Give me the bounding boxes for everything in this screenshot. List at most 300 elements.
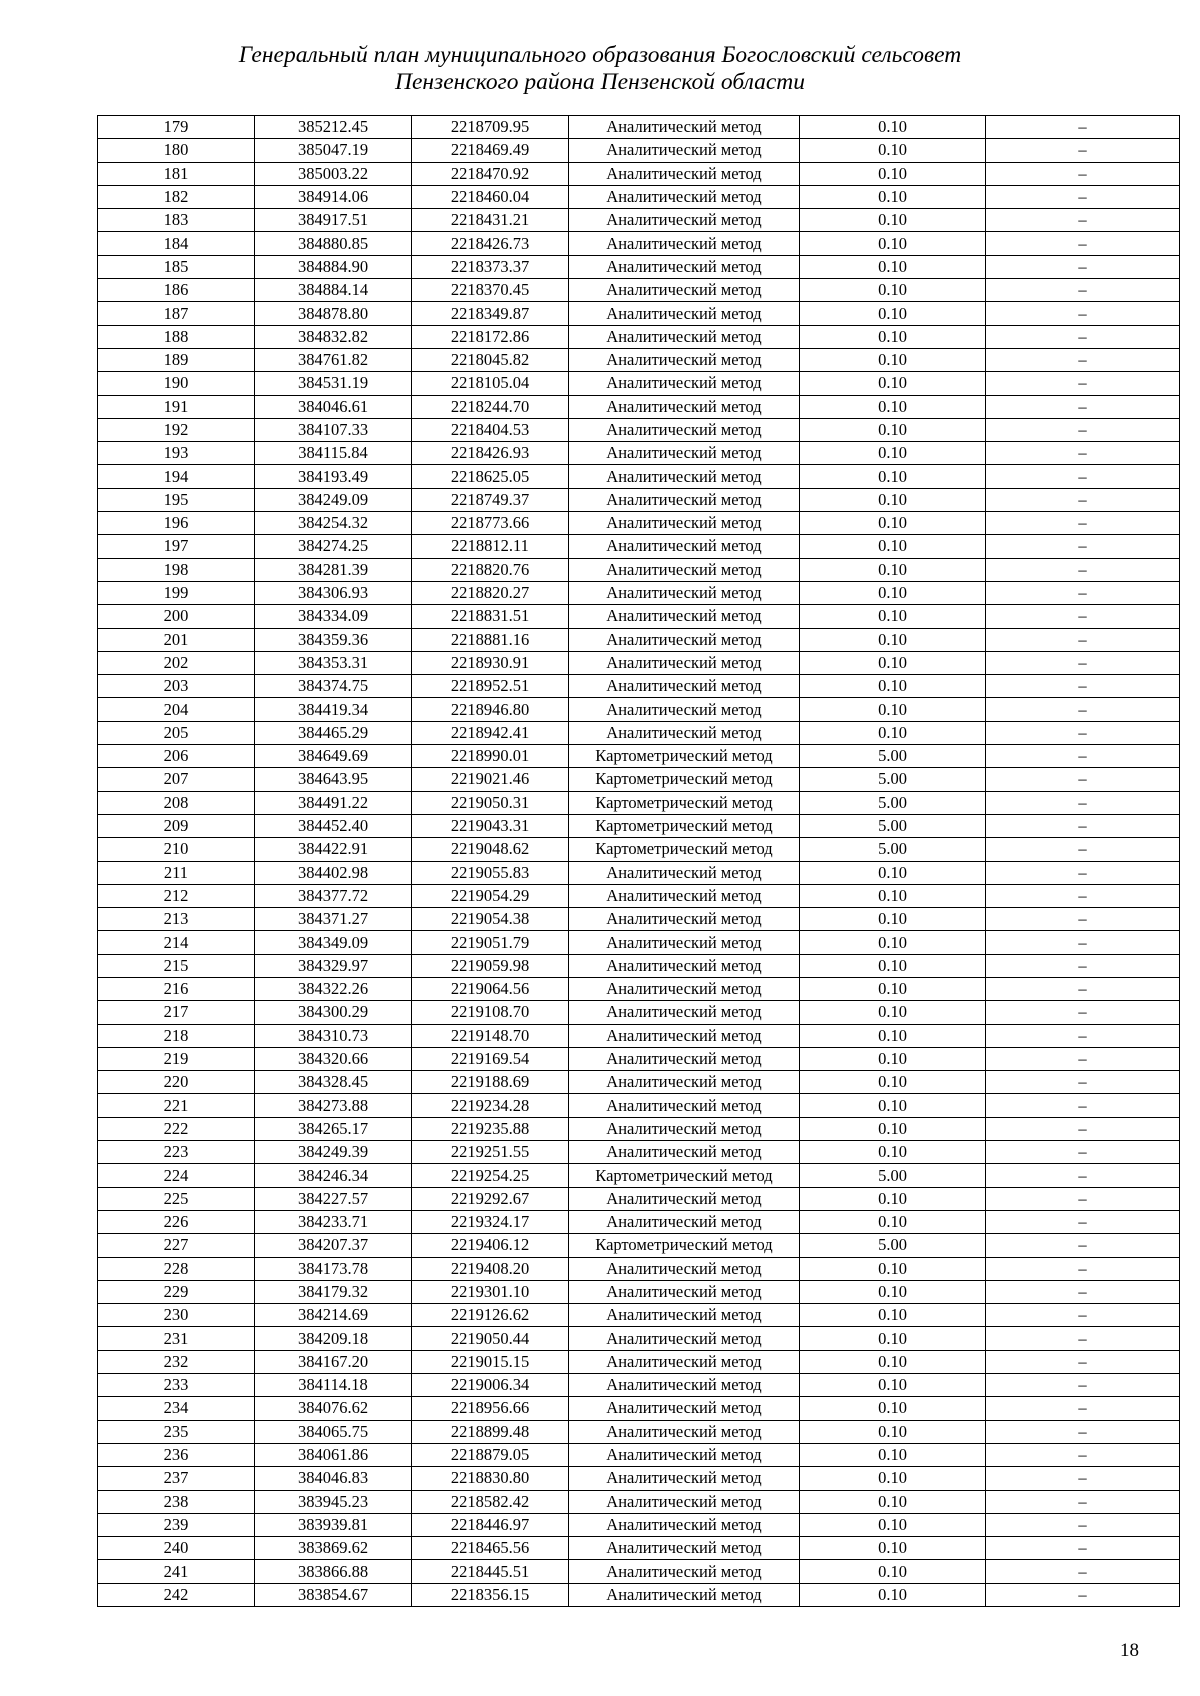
x-coordinate-cell: 384179.32 — [255, 1280, 412, 1303]
accuracy-cell: 0.10 — [800, 488, 986, 511]
table-row — [98, 558, 1180, 581]
point-number-cell: 183 — [98, 209, 255, 232]
description-cell: – — [986, 395, 1180, 418]
accuracy-cell: 0.10 — [800, 558, 986, 581]
description-cell: – — [986, 1420, 1180, 1443]
table-row — [98, 1420, 1180, 1443]
point-number-cell: 242 — [98, 1583, 255, 1606]
point-number-cell: 192 — [98, 418, 255, 441]
table-row — [98, 1234, 1180, 1257]
table-row — [98, 651, 1180, 674]
x-coordinate-cell: 384832.82 — [255, 325, 412, 348]
description-cell: – — [986, 1071, 1180, 1094]
description-cell: – — [986, 1583, 1180, 1606]
coordinates-table — [97, 115, 1180, 1607]
method-cell: Аналитический метод — [569, 581, 800, 604]
accuracy-cell: 0.10 — [800, 954, 986, 977]
point-number-cell: 229 — [98, 1280, 255, 1303]
point-number-cell: 184 — [98, 232, 255, 255]
y-coordinate-cell: 2218820.27 — [412, 581, 569, 604]
y-coordinate-cell: 2218942.41 — [412, 721, 569, 744]
table-row — [98, 581, 1180, 604]
y-coordinate-cell: 2219324.17 — [412, 1210, 569, 1233]
x-coordinate-cell: 384917.51 — [255, 209, 412, 232]
method-cell: Аналитический метод — [569, 884, 800, 907]
description-cell: – — [986, 1094, 1180, 1117]
table-row — [98, 162, 1180, 185]
description-cell: – — [986, 954, 1180, 977]
method-cell: Аналитический метод — [569, 465, 800, 488]
point-number-cell: 202 — [98, 651, 255, 674]
table-row — [98, 908, 1180, 931]
accuracy-cell: 0.10 — [800, 255, 986, 278]
point-number-cell: 204 — [98, 698, 255, 721]
table-row — [98, 675, 1180, 698]
point-number-cell: 185 — [98, 255, 255, 278]
description-cell: – — [986, 977, 1180, 1000]
description-cell: – — [986, 1234, 1180, 1257]
point-number-cell: 181 — [98, 162, 255, 185]
x-coordinate-cell: 384491.22 — [255, 791, 412, 814]
y-coordinate-cell: 2219408.20 — [412, 1257, 569, 1280]
description-cell: – — [986, 512, 1180, 535]
y-coordinate-cell: 2218749.37 — [412, 488, 569, 511]
table-row — [98, 1257, 1180, 1280]
point-number-cell: 200 — [98, 605, 255, 628]
method-cell: Аналитический метод — [569, 954, 800, 977]
point-number-cell: 209 — [98, 814, 255, 837]
description-cell: – — [986, 838, 1180, 861]
point-number-cell: 199 — [98, 581, 255, 604]
table-row — [98, 116, 1180, 139]
table-row — [98, 1141, 1180, 1164]
accuracy-cell: 5.00 — [800, 1164, 986, 1187]
description-cell: – — [986, 814, 1180, 837]
point-number-cell: 227 — [98, 1234, 255, 1257]
table-row — [98, 1443, 1180, 1466]
y-coordinate-cell: 2219006.34 — [412, 1374, 569, 1397]
method-cell: Аналитический метод — [569, 535, 800, 558]
point-number-cell: 221 — [98, 1094, 255, 1117]
method-cell: Аналитический метод — [569, 1210, 800, 1233]
table-row — [98, 302, 1180, 325]
method-cell: Аналитический метод — [569, 1024, 800, 1047]
method-cell: Аналитический метод — [569, 977, 800, 1000]
y-coordinate-cell: 2219043.31 — [412, 814, 569, 837]
point-number-cell: 212 — [98, 884, 255, 907]
table-row — [98, 1164, 1180, 1187]
point-number-cell: 219 — [98, 1047, 255, 1070]
description-cell: – — [986, 768, 1180, 791]
description-cell: – — [986, 1513, 1180, 1536]
description-cell: – — [986, 651, 1180, 674]
point-number-cell: 220 — [98, 1071, 255, 1094]
point-number-cell: 193 — [98, 442, 255, 465]
table-row — [98, 1187, 1180, 1210]
table-row — [98, 535, 1180, 558]
x-coordinate-cell: 384422.91 — [255, 838, 412, 861]
description-cell: – — [986, 442, 1180, 465]
point-number-cell: 182 — [98, 185, 255, 208]
accuracy-cell: 0.10 — [800, 1537, 986, 1560]
method-cell: Аналитический метод — [569, 1071, 800, 1094]
description-cell: – — [986, 558, 1180, 581]
y-coordinate-cell: 2218831.51 — [412, 605, 569, 628]
method-cell: Аналитический метод — [569, 1420, 800, 1443]
description-cell: – — [986, 465, 1180, 488]
table-row — [98, 977, 1180, 1000]
point-number-cell: 187 — [98, 302, 255, 325]
accuracy-cell: 0.10 — [800, 1187, 986, 1210]
point-number-cell: 222 — [98, 1117, 255, 1140]
table-row — [98, 1001, 1180, 1024]
accuracy-cell: 5.00 — [800, 1234, 986, 1257]
accuracy-cell: 0.10 — [800, 162, 986, 185]
method-cell: Аналитический метод — [569, 255, 800, 278]
accuracy-cell: 0.10 — [800, 1513, 986, 1536]
point-number-cell: 217 — [98, 1001, 255, 1024]
point-number-cell: 241 — [98, 1560, 255, 1583]
table-row — [98, 1117, 1180, 1140]
y-coordinate-cell: 2218404.53 — [412, 418, 569, 441]
description-cell: – — [986, 1141, 1180, 1164]
method-cell: Аналитический метод — [569, 628, 800, 651]
y-coordinate-cell: 2218426.73 — [412, 232, 569, 255]
method-cell: Аналитический метод — [569, 232, 800, 255]
accuracy-cell: 0.10 — [800, 1374, 986, 1397]
point-number-cell: 188 — [98, 325, 255, 348]
method-cell: Аналитический метод — [569, 418, 800, 441]
description-cell: – — [986, 1047, 1180, 1070]
method-cell: Аналитический метод — [569, 1513, 800, 1536]
x-coordinate-cell: 384914.06 — [255, 185, 412, 208]
method-cell: Аналитический метод — [569, 605, 800, 628]
description-cell: – — [986, 162, 1180, 185]
x-coordinate-cell: 384643.95 — [255, 768, 412, 791]
x-coordinate-cell: 383866.88 — [255, 1560, 412, 1583]
method-cell: Аналитический метод — [569, 1187, 800, 1210]
table-row — [98, 279, 1180, 302]
x-coordinate-cell: 384046.61 — [255, 395, 412, 418]
y-coordinate-cell: 2218426.93 — [412, 442, 569, 465]
y-coordinate-cell: 2219054.38 — [412, 908, 569, 931]
method-cell: Аналитический метод — [569, 209, 800, 232]
accuracy-cell: 0.10 — [800, 1560, 986, 1583]
method-cell: Аналитический метод — [569, 1047, 800, 1070]
table-row — [98, 1513, 1180, 1536]
point-number-cell: 237 — [98, 1467, 255, 1490]
x-coordinate-cell: 385047.19 — [255, 139, 412, 162]
y-coordinate-cell: 2218370.45 — [412, 279, 569, 302]
description-cell: – — [986, 1164, 1180, 1187]
point-number-cell: 190 — [98, 372, 255, 395]
description-cell: – — [986, 1280, 1180, 1303]
x-coordinate-cell: 384349.09 — [255, 931, 412, 954]
table-row — [98, 768, 1180, 791]
accuracy-cell: 5.00 — [800, 838, 986, 861]
description-cell: – — [986, 1327, 1180, 1350]
table-row — [98, 884, 1180, 907]
method-cell: Аналитический метод — [569, 1327, 800, 1350]
y-coordinate-cell: 2219254.25 — [412, 1164, 569, 1187]
point-number-cell: 238 — [98, 1490, 255, 1513]
method-cell: Аналитический метод — [569, 1374, 800, 1397]
x-coordinate-cell: 384359.36 — [255, 628, 412, 651]
x-coordinate-cell: 384173.78 — [255, 1257, 412, 1280]
description-cell: – — [986, 1117, 1180, 1140]
point-number-cell: 223 — [98, 1141, 255, 1164]
description-cell: – — [986, 908, 1180, 931]
table-row — [98, 931, 1180, 954]
description-cell: – — [986, 325, 1180, 348]
accuracy-cell: 0.10 — [800, 1210, 986, 1233]
accuracy-cell: 0.10 — [800, 1327, 986, 1350]
y-coordinate-cell: 2219126.62 — [412, 1304, 569, 1327]
y-coordinate-cell: 2219055.83 — [412, 861, 569, 884]
method-cell: Картометрический метод — [569, 1164, 800, 1187]
x-coordinate-cell: 384274.25 — [255, 535, 412, 558]
y-coordinate-cell: 2218820.76 — [412, 558, 569, 581]
table-row — [98, 1467, 1180, 1490]
y-coordinate-cell: 2218812.11 — [412, 535, 569, 558]
y-coordinate-cell: 2219050.44 — [412, 1327, 569, 1350]
table-row — [98, 1350, 1180, 1373]
accuracy-cell: 0.10 — [800, 861, 986, 884]
accuracy-cell: 0.10 — [800, 1490, 986, 1513]
x-coordinate-cell: 384371.27 — [255, 908, 412, 931]
y-coordinate-cell: 2218881.16 — [412, 628, 569, 651]
accuracy-cell: 0.10 — [800, 884, 986, 907]
x-coordinate-cell: 385003.22 — [255, 162, 412, 185]
method-cell: Аналитический метод — [569, 698, 800, 721]
method-cell: Аналитический метод — [569, 651, 800, 674]
point-number-cell: 196 — [98, 512, 255, 535]
method-cell: Аналитический метод — [569, 488, 800, 511]
method-cell: Аналитический метод — [569, 1467, 800, 1490]
method-cell: Аналитический метод — [569, 279, 800, 302]
x-coordinate-cell: 384419.34 — [255, 698, 412, 721]
method-cell: Аналитический метод — [569, 1304, 800, 1327]
method-cell: Аналитический метод — [569, 1350, 800, 1373]
x-coordinate-cell: 384878.80 — [255, 302, 412, 325]
description-cell: – — [986, 861, 1180, 884]
x-coordinate-cell: 384465.29 — [255, 721, 412, 744]
point-number-cell: 215 — [98, 954, 255, 977]
method-cell: Аналитический метод — [569, 931, 800, 954]
method-cell: Аналитический метод — [569, 185, 800, 208]
x-coordinate-cell: 384273.88 — [255, 1094, 412, 1117]
accuracy-cell: 0.10 — [800, 1420, 986, 1443]
point-number-cell: 236 — [98, 1443, 255, 1466]
x-coordinate-cell: 384281.39 — [255, 558, 412, 581]
description-cell: – — [986, 302, 1180, 325]
x-coordinate-cell: 384353.31 — [255, 651, 412, 674]
description-cell: – — [986, 1397, 1180, 1420]
description-cell: – — [986, 1350, 1180, 1373]
point-number-cell: 205 — [98, 721, 255, 744]
description-cell: – — [986, 372, 1180, 395]
accuracy-cell: 0.10 — [800, 675, 986, 698]
description-cell: – — [986, 116, 1180, 139]
y-coordinate-cell: 2219169.54 — [412, 1047, 569, 1070]
accuracy-cell: 0.10 — [800, 512, 986, 535]
description-cell: – — [986, 1467, 1180, 1490]
x-coordinate-cell: 384207.37 — [255, 1234, 412, 1257]
point-number-cell: 180 — [98, 139, 255, 162]
accuracy-cell: 0.10 — [800, 1304, 986, 1327]
method-cell: Аналитический метод — [569, 908, 800, 931]
y-coordinate-cell: 2219051.79 — [412, 931, 569, 954]
x-coordinate-cell: 384328.45 — [255, 1071, 412, 1094]
y-coordinate-cell: 2218830.80 — [412, 1467, 569, 1490]
description-cell: – — [986, 791, 1180, 814]
x-coordinate-cell: 384107.33 — [255, 418, 412, 441]
table-row — [98, 488, 1180, 511]
method-cell: Аналитический метод — [569, 1443, 800, 1466]
y-coordinate-cell: 2218582.42 — [412, 1490, 569, 1513]
point-number-cell: 201 — [98, 628, 255, 651]
x-coordinate-cell: 384249.09 — [255, 488, 412, 511]
table-row — [98, 721, 1180, 744]
table-row — [98, 395, 1180, 418]
method-cell: Картометрический метод — [569, 1234, 800, 1257]
point-number-cell: 198 — [98, 558, 255, 581]
table-row — [98, 1560, 1180, 1583]
point-number-cell: 186 — [98, 279, 255, 302]
accuracy-cell: 0.10 — [800, 1141, 986, 1164]
y-coordinate-cell: 2218952.51 — [412, 675, 569, 698]
point-number-cell: 179 — [98, 116, 255, 139]
point-number-cell: 228 — [98, 1257, 255, 1280]
method-cell: Аналитический метод — [569, 302, 800, 325]
y-coordinate-cell: 2219064.56 — [412, 977, 569, 1000]
y-coordinate-cell: 2218930.91 — [412, 651, 569, 674]
y-coordinate-cell: 2219148.70 — [412, 1024, 569, 1047]
accuracy-cell: 0.10 — [800, 535, 986, 558]
header-title-line-1: Генеральный план муниципального образования Богословский сельсовет — [238, 42, 962, 68]
table-row — [98, 418, 1180, 441]
y-coordinate-cell: 2219054.29 — [412, 884, 569, 907]
description-cell: – — [986, 675, 1180, 698]
accuracy-cell: 0.10 — [800, 628, 986, 651]
accuracy-cell: 0.10 — [800, 418, 986, 441]
x-coordinate-cell: 384884.14 — [255, 279, 412, 302]
method-cell: Аналитический метод — [569, 116, 800, 139]
description-cell: – — [986, 884, 1180, 907]
method-cell: Аналитический метод — [569, 1583, 800, 1606]
accuracy-cell: 0.10 — [800, 302, 986, 325]
point-number-cell: 233 — [98, 1374, 255, 1397]
accuracy-cell: 0.10 — [800, 1024, 986, 1047]
method-cell: Аналитический метод — [569, 1001, 800, 1024]
x-coordinate-cell: 384452.40 — [255, 814, 412, 837]
y-coordinate-cell: 2218773.66 — [412, 512, 569, 535]
accuracy-cell: 0.10 — [800, 1467, 986, 1490]
description-cell: – — [986, 279, 1180, 302]
point-number-cell: 214 — [98, 931, 255, 954]
description-cell: – — [986, 628, 1180, 651]
method-cell: Аналитический метод — [569, 1257, 800, 1280]
x-coordinate-cell: 384209.18 — [255, 1327, 412, 1350]
description-cell: – — [986, 1443, 1180, 1466]
x-coordinate-cell: 384322.26 — [255, 977, 412, 1000]
accuracy-cell: 0.10 — [800, 1117, 986, 1140]
y-coordinate-cell: 2218172.86 — [412, 325, 569, 348]
method-cell: Аналитический метод — [569, 1280, 800, 1303]
table-row — [98, 954, 1180, 977]
x-coordinate-cell: 384377.72 — [255, 884, 412, 907]
accuracy-cell: 5.00 — [800, 745, 986, 768]
x-coordinate-cell: 384061.86 — [255, 1443, 412, 1466]
point-number-cell: 239 — [98, 1513, 255, 1536]
point-number-cell: 195 — [98, 488, 255, 511]
accuracy-cell: 0.10 — [800, 605, 986, 628]
table-row — [98, 512, 1180, 535]
description-cell: – — [986, 185, 1180, 208]
accuracy-cell: 0.10 — [800, 209, 986, 232]
x-coordinate-cell: 384531.19 — [255, 372, 412, 395]
method-cell: Аналитический метод — [569, 1094, 800, 1117]
x-coordinate-cell: 384193.49 — [255, 465, 412, 488]
table-row — [98, 348, 1180, 371]
x-coordinate-cell: 384329.97 — [255, 954, 412, 977]
table-row — [98, 1210, 1180, 1233]
point-number-cell: 225 — [98, 1187, 255, 1210]
method-cell: Аналитический метод — [569, 162, 800, 185]
y-coordinate-cell: 2218356.15 — [412, 1583, 569, 1606]
x-coordinate-cell: 384310.73 — [255, 1024, 412, 1047]
accuracy-cell: 0.10 — [800, 721, 986, 744]
method-cell: Аналитический метод — [569, 139, 800, 162]
x-coordinate-cell: 384115.84 — [255, 442, 412, 465]
point-number-cell: 224 — [98, 1164, 255, 1187]
table-row — [98, 1537, 1180, 1560]
accuracy-cell: 0.10 — [800, 1350, 986, 1373]
y-coordinate-cell: 2218879.05 — [412, 1443, 569, 1466]
table-row — [98, 698, 1180, 721]
x-coordinate-cell: 383945.23 — [255, 1490, 412, 1513]
table-row — [98, 745, 1180, 768]
y-coordinate-cell: 2218460.04 — [412, 185, 569, 208]
point-number-cell: 203 — [98, 675, 255, 698]
accuracy-cell: 0.10 — [800, 185, 986, 208]
accuracy-cell: 0.10 — [800, 348, 986, 371]
point-number-cell: 235 — [98, 1420, 255, 1443]
point-number-cell: 218 — [98, 1024, 255, 1047]
method-cell: Аналитический метод — [569, 675, 800, 698]
x-coordinate-cell: 384884.90 — [255, 255, 412, 278]
description-cell: – — [986, 1490, 1180, 1513]
table-row — [98, 838, 1180, 861]
accuracy-cell: 0.10 — [800, 395, 986, 418]
accuracy-cell: 5.00 — [800, 768, 986, 791]
x-coordinate-cell: 384076.62 — [255, 1397, 412, 1420]
x-coordinate-cell: 384402.98 — [255, 861, 412, 884]
table-row — [98, 209, 1180, 232]
y-coordinate-cell: 2218045.82 — [412, 348, 569, 371]
y-coordinate-cell: 2219108.70 — [412, 1001, 569, 1024]
table-row — [98, 1397, 1180, 1420]
accuracy-cell: 0.10 — [800, 372, 986, 395]
method-cell: Аналитический метод — [569, 1537, 800, 1560]
accuracy-cell: 0.10 — [800, 651, 986, 674]
description-cell: – — [986, 139, 1180, 162]
accuracy-cell: 0.10 — [800, 1397, 986, 1420]
table-row — [98, 1047, 1180, 1070]
table-row — [98, 442, 1180, 465]
description-cell: – — [986, 1024, 1180, 1047]
y-coordinate-cell: 2218445.51 — [412, 1560, 569, 1583]
